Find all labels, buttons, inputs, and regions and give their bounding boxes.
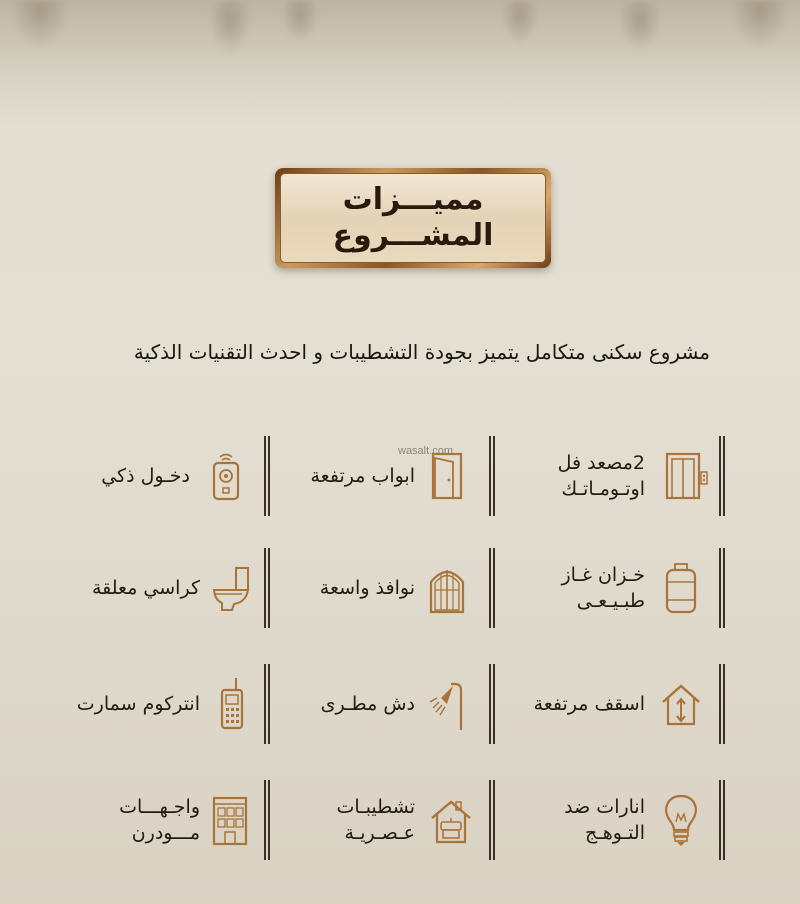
divider-bar [264,436,270,516]
feature-label [311,436,416,516]
divider-bar [719,664,725,744]
feature-modern-finishes [290,780,495,860]
feature-anti-glare [520,780,725,860]
subtitle: مشروع سكنى متكامل يتميز بجودة التشطيبات و احدث التقنيات الذكية [133,340,710,364]
divider-bar [489,780,495,860]
gas-tank-icon [659,560,703,616]
feature-label [561,548,645,628]
title-line-2: المشـــروع [332,218,494,253]
feature-label [119,780,200,860]
feature-toilets [60,548,270,628]
modern-finish-icon [429,792,473,848]
feature-gas-tank [520,548,725,628]
feature-intercom [60,664,270,744]
elevator-icon [665,448,709,504]
title-line-1: مميـــزات [342,182,484,217]
feature-label [101,436,190,516]
label-line-1: دخـول ذكي [101,465,190,487]
label-line-1: نوافذ واسعة [319,577,415,599]
feature-label [77,664,200,744]
feature-label [336,780,415,860]
divider-bar [489,436,495,516]
label-line-2: التـوهـج [584,822,645,844]
label-line-1: اسقف مرتفعة [533,693,645,715]
label-line-1: تشطيبـات [336,796,415,818]
window-icon [425,560,469,616]
feature-elevator [520,436,725,516]
label-line-2: مـــودرن [131,822,200,844]
smart-entry-icon [204,448,248,504]
feature-label [320,548,415,628]
feature-label [558,436,645,516]
feature-label [321,664,415,744]
label-line-1: واجـهـــات [119,796,200,818]
intercom-icon [210,676,254,732]
label-line-2: طبـيـعـى [576,590,645,612]
rain-shower-icon [427,676,471,732]
light-bulb-icon [659,792,703,848]
watermark: wasalt.com [398,445,454,457]
divider-bar [264,664,270,744]
divider-bar [719,548,725,628]
feature-doors [290,436,495,516]
feature-rain-shower [290,664,495,744]
toilet-icon [210,560,254,616]
label-line-1: خـزان غـاز [561,564,645,586]
title-inner [280,173,546,263]
label-line-2: اوتـومـاتـك [561,478,645,500]
high-ceiling-icon [659,676,703,732]
feature-label [92,548,200,628]
label-line-1: 2مصعد فل [557,452,645,474]
feature-smart-entry [60,436,270,516]
label-line-1: دش مطـرى [320,693,415,715]
feature-windows [290,548,495,628]
feature-label [564,780,645,860]
feature-high-ceiling [520,664,725,744]
label-line-1: ابواب مرتفعة [310,465,415,487]
facade-icon [208,792,252,848]
divider-bar [719,436,725,516]
feature-modern-facades [60,780,270,860]
title-plaque [275,168,551,268]
label-line-1: كراسي معلقة [91,577,200,599]
label-line-2: عـصـريـة [344,822,415,844]
label-line-1: انتركوم سمارت [76,693,200,715]
door-icon [425,448,469,504]
background-photo [0,0,800,70]
divider-bar [264,548,270,628]
feature-label [534,664,645,744]
divider-bar [489,548,495,628]
divider-bar [719,780,725,860]
label-line-1: انارات ضد [564,796,645,818]
divider-bar [489,664,495,744]
divider-bar [264,780,270,860]
